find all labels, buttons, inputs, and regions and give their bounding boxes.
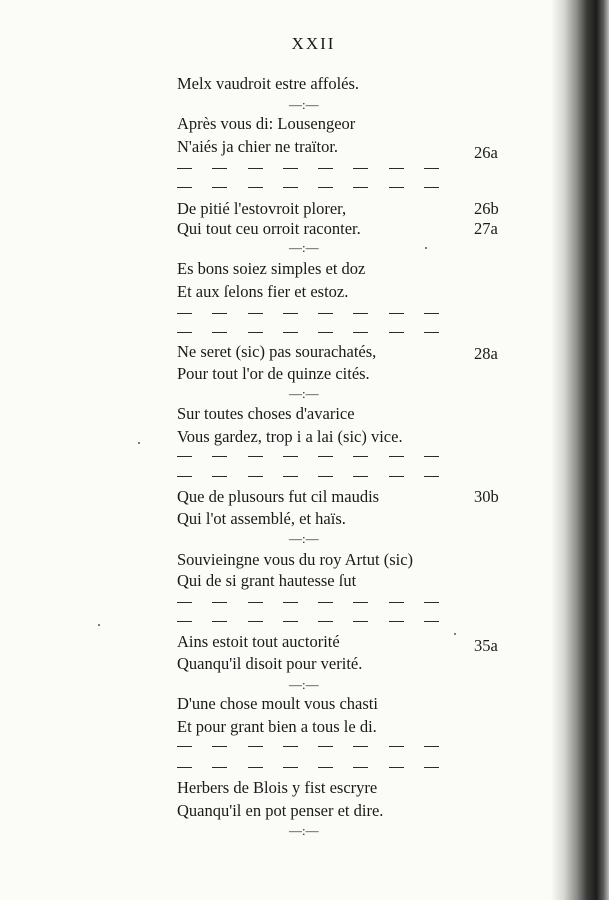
verse-line: Après vous di: Lousengeor bbox=[177, 114, 356, 133]
omitted-line-dashes bbox=[177, 313, 439, 315]
omitted-line-dashes bbox=[177, 602, 439, 604]
omitted-line-dashes bbox=[177, 332, 439, 334]
verse-line: N'aiés ja chier ne traïtor. bbox=[177, 137, 339, 156]
verse-line: Ne seret (sic) pas sourachatés, bbox=[177, 342, 377, 361]
verse-line: Et pour grant bien a tous le di. bbox=[177, 717, 377, 736]
page-edge-shadow bbox=[551, 0, 609, 900]
stanza-separator: —:— bbox=[289, 240, 319, 255]
omitted-line-dashes bbox=[177, 168, 439, 170]
verse-line: Herbers de Blois y fist escryre bbox=[177, 778, 378, 797]
verse-line: Quanqu'il disoit pour verité. bbox=[177, 654, 363, 673]
verse-line: Vous gardez, trop i a lai (sic) vice. bbox=[177, 427, 403, 446]
ink-speck bbox=[454, 633, 456, 635]
verse-line: Qui de si grant hautesse ſut bbox=[177, 571, 357, 590]
margin-reference: 26b bbox=[474, 199, 499, 218]
omitted-line-dashes bbox=[177, 767, 439, 769]
stanza-separator: —:— bbox=[289, 386, 319, 401]
verse-line: Sur toutes choses d'avarice bbox=[177, 404, 355, 423]
verse-line: Ains estoit tout auctorité bbox=[177, 632, 340, 651]
ink-speck bbox=[98, 624, 100, 626]
omitted-line-dashes bbox=[177, 746, 439, 748]
verse-line: Melx vaudroit estre affolés. bbox=[177, 74, 360, 93]
margin-reference: 27a bbox=[474, 219, 498, 238]
verse-line: Qui l'ot assemblé, et haïs. bbox=[177, 509, 346, 528]
verse-line: Es bons soiez simples et doz bbox=[177, 259, 366, 278]
ink-speck bbox=[425, 247, 427, 249]
verse-line: Et aux ſelons fier et estoz. bbox=[177, 282, 349, 301]
ink-speck bbox=[138, 442, 140, 444]
stanza-separator: —:— bbox=[289, 823, 319, 838]
margin-reference: 35a bbox=[474, 636, 498, 655]
omitted-line-dashes bbox=[177, 187, 439, 189]
verse-line: De pitié l'estovroit plorer, bbox=[177, 199, 347, 218]
stanza-separator: —:— bbox=[289, 97, 319, 112]
verse-line: Qui tout ceu orroit raconter. bbox=[177, 219, 361, 238]
verse-line: Que de plusours fut cil maudis bbox=[177, 487, 380, 506]
verse-line: Pour tout l'or de quinze cités. bbox=[177, 364, 370, 383]
verse-line: Quanqu'il en pot penser et dire. bbox=[177, 801, 384, 820]
omitted-line-dashes bbox=[177, 456, 439, 458]
margin-reference: 28a bbox=[474, 344, 498, 363]
verse-line: Souvieingne vous du roy Artut (sic) bbox=[177, 550, 414, 569]
margin-reference: 30b bbox=[474, 487, 499, 506]
margin-reference: 26a bbox=[474, 143, 498, 162]
stanza-separator: —:— bbox=[289, 531, 319, 546]
omitted-line-dashes bbox=[177, 476, 439, 478]
page-number: XXII bbox=[291, 34, 336, 53]
omitted-line-dashes bbox=[177, 621, 439, 623]
stanza-separator: —:— bbox=[289, 677, 319, 692]
verse-line: D'une chose moult vous chasti bbox=[177, 694, 378, 713]
